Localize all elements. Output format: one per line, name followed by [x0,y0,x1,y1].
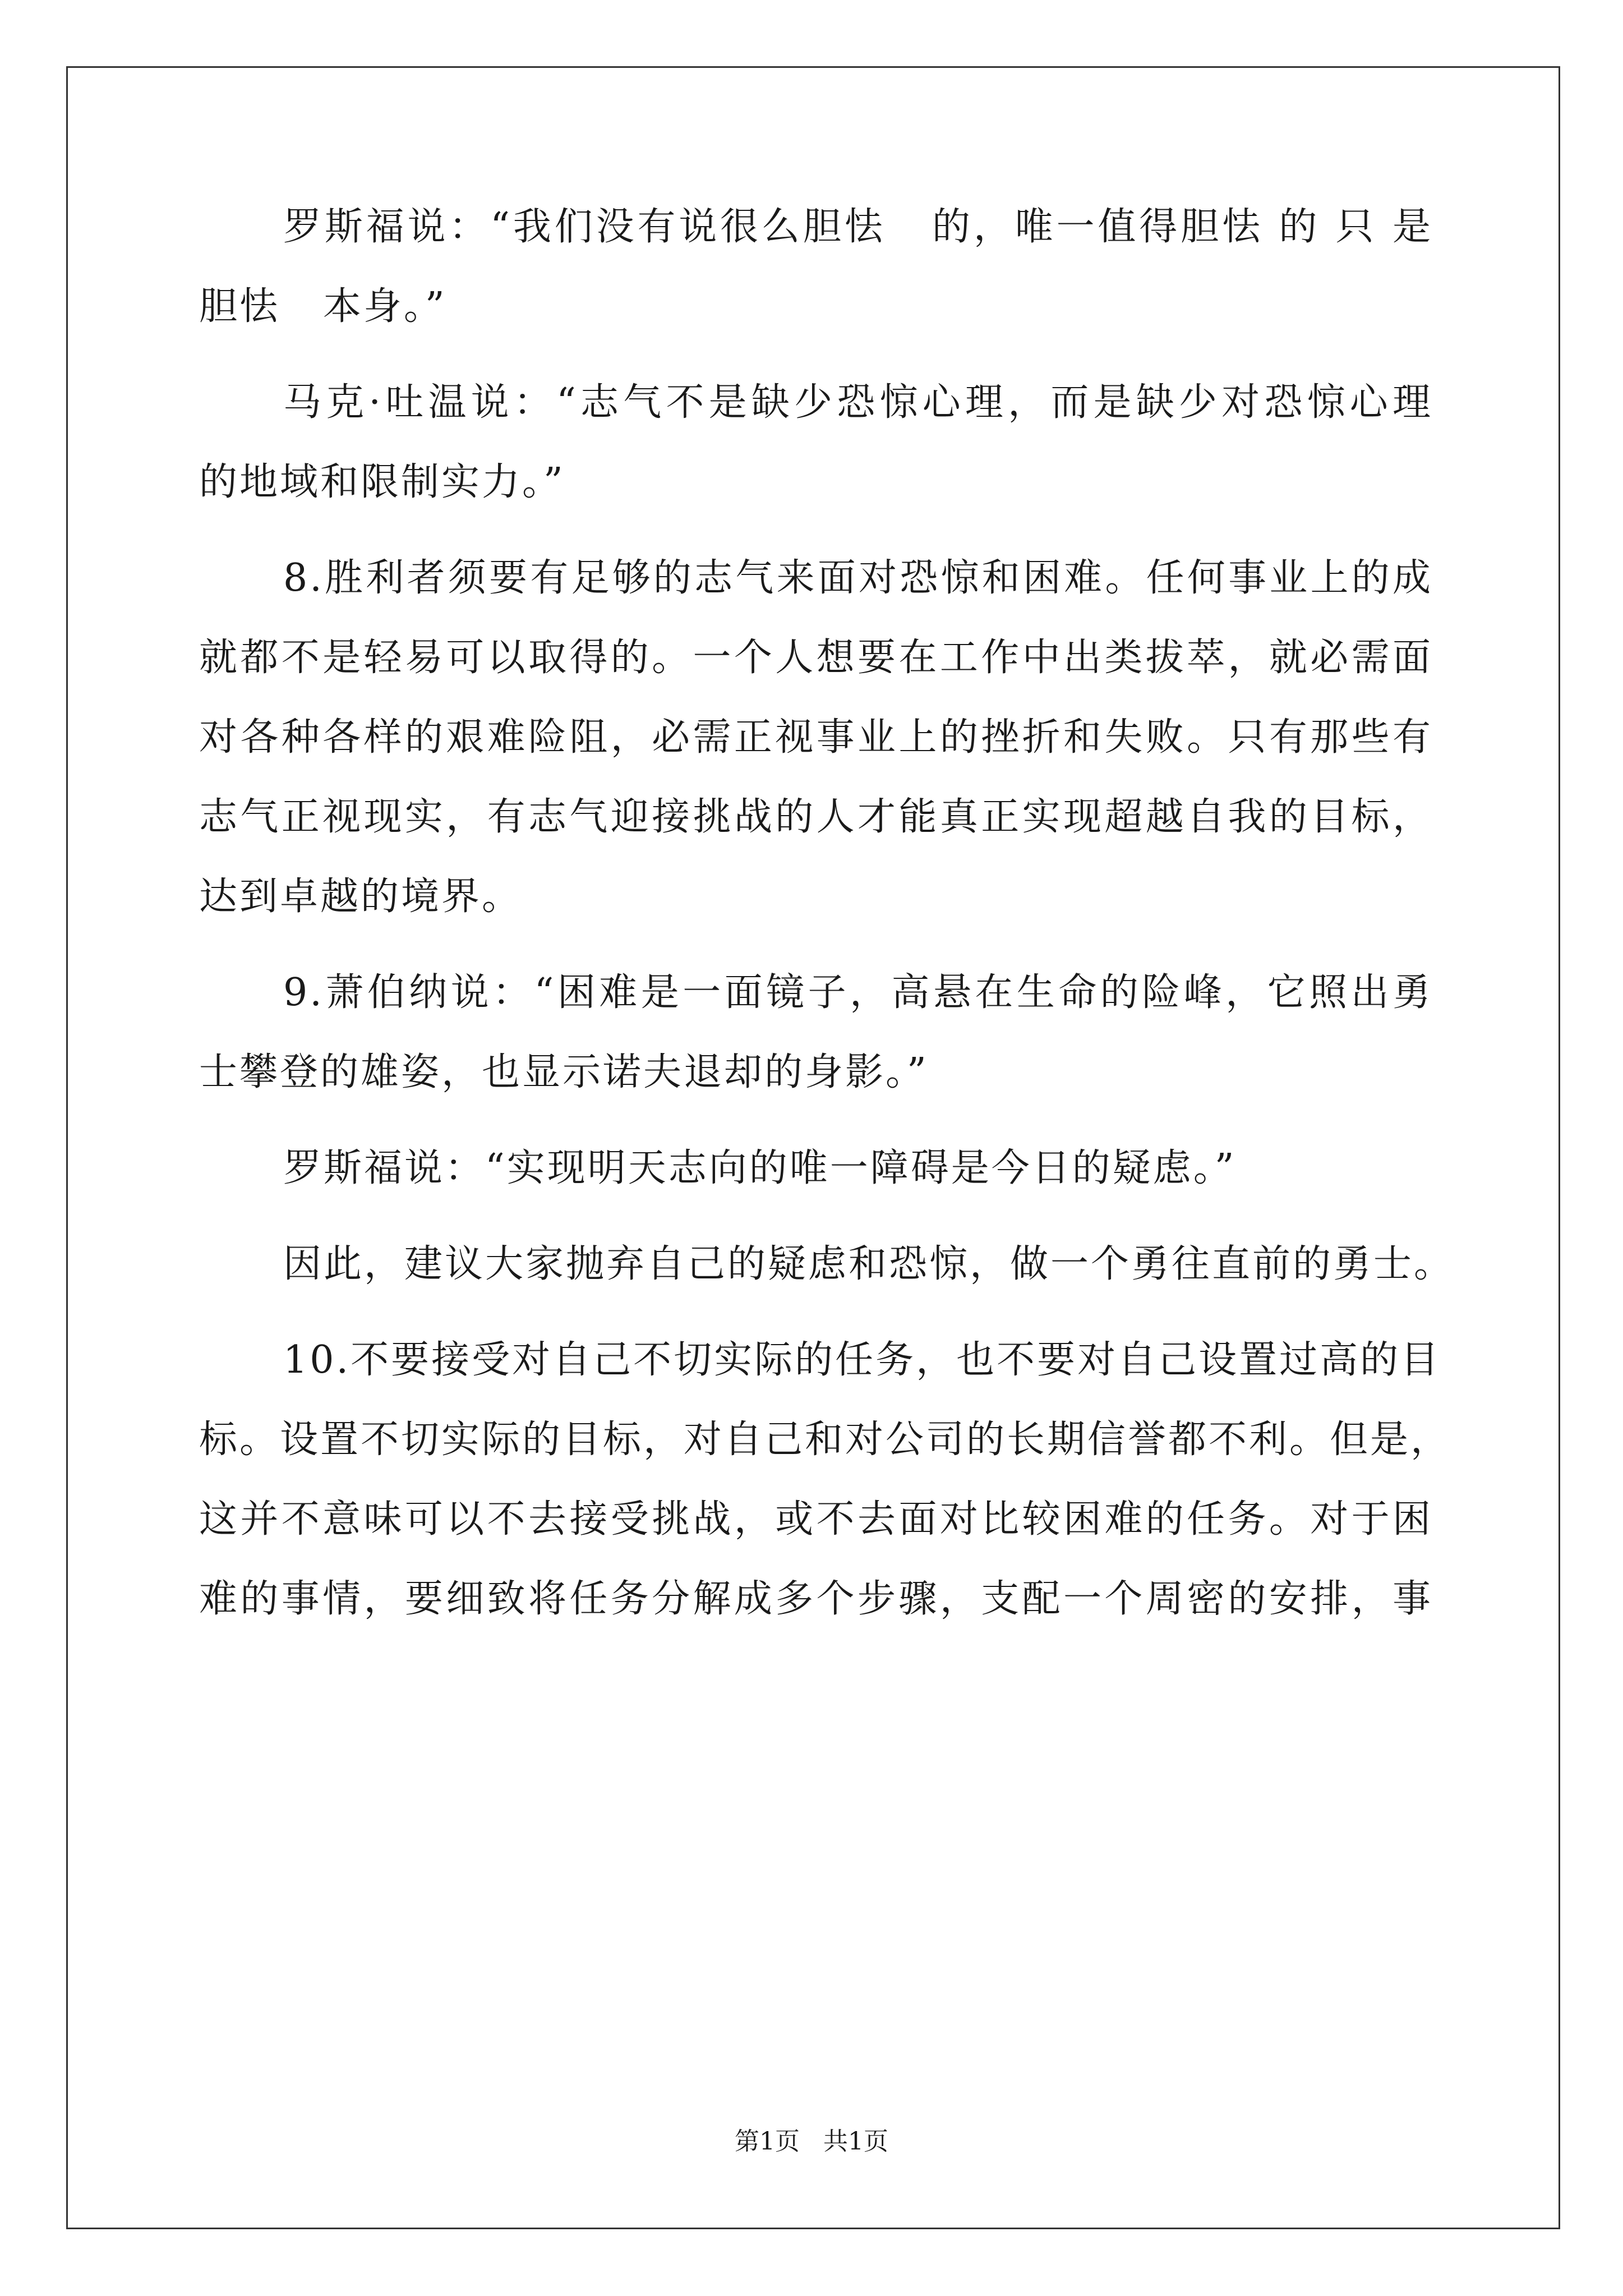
text-line: 标。设置不切实际的目标，对自己和对公司的长期信誉都不利。但是， [199,1418,1451,1462]
text-line: 就都不是轻易可以取得的。一个人想要在工作中出类拔萃，就必需面 [199,636,1433,680]
text-line: 罗斯福说：“我们没有说很么胆怯 的，唯一值得胆怯 的 只 是 [283,205,1433,249]
text-line: 9.萧伯纳说：“困难是一面镜子，高悬在生命的险峰，它照出勇 [283,970,1433,1015]
text-line: 士攀登的雄姿，也显示诺夫退却的身影。” [199,1050,929,1094]
text-line: 胆怯 本身。” [199,284,447,329]
text-line: 罗斯福说：“实现明天志向的唯一障碍是今日的疑虑。” [283,1146,1237,1190]
text-line: 10.不要接受对自己不切实际的任务，也不要对自己设置过高的目 [283,1338,1441,1382]
text-line: 的地域和限制实力。” [199,460,565,504]
text-line: 马克·吐温说：“志气不是缺少恐惊心理，而是缺少对恐惊心理 [283,380,1433,425]
text-line: 对各种各样的艰难险阻，必需正视事业上的挫折和失败。只有那些有 [199,715,1433,760]
text-line: 志气正视现实，有志气迎接挑战的人才能真正实现超越自我的目标， [199,795,1433,839]
text-line: 因此，建议大家抛弃自己的疑虑和恐惊，做一个勇往直前的勇士。 [283,1242,1455,1286]
text-line: 难的事情，要细致将任务分解成多个步骤，支配一个周密的安排，事 [199,1577,1433,1621]
page-number-footer: 第1页 共1页 [735,2127,888,2156]
text-line: 这并不意味可以不去接受挑战，或不去面对比较困难的任务。对于困 [199,1497,1433,1542]
text-line: 8.胜利者须要有足够的志气来面对恐惊和困难。任何事业上的成 [283,556,1433,600]
text-line: 达到卓越的境界。 [199,875,523,919]
